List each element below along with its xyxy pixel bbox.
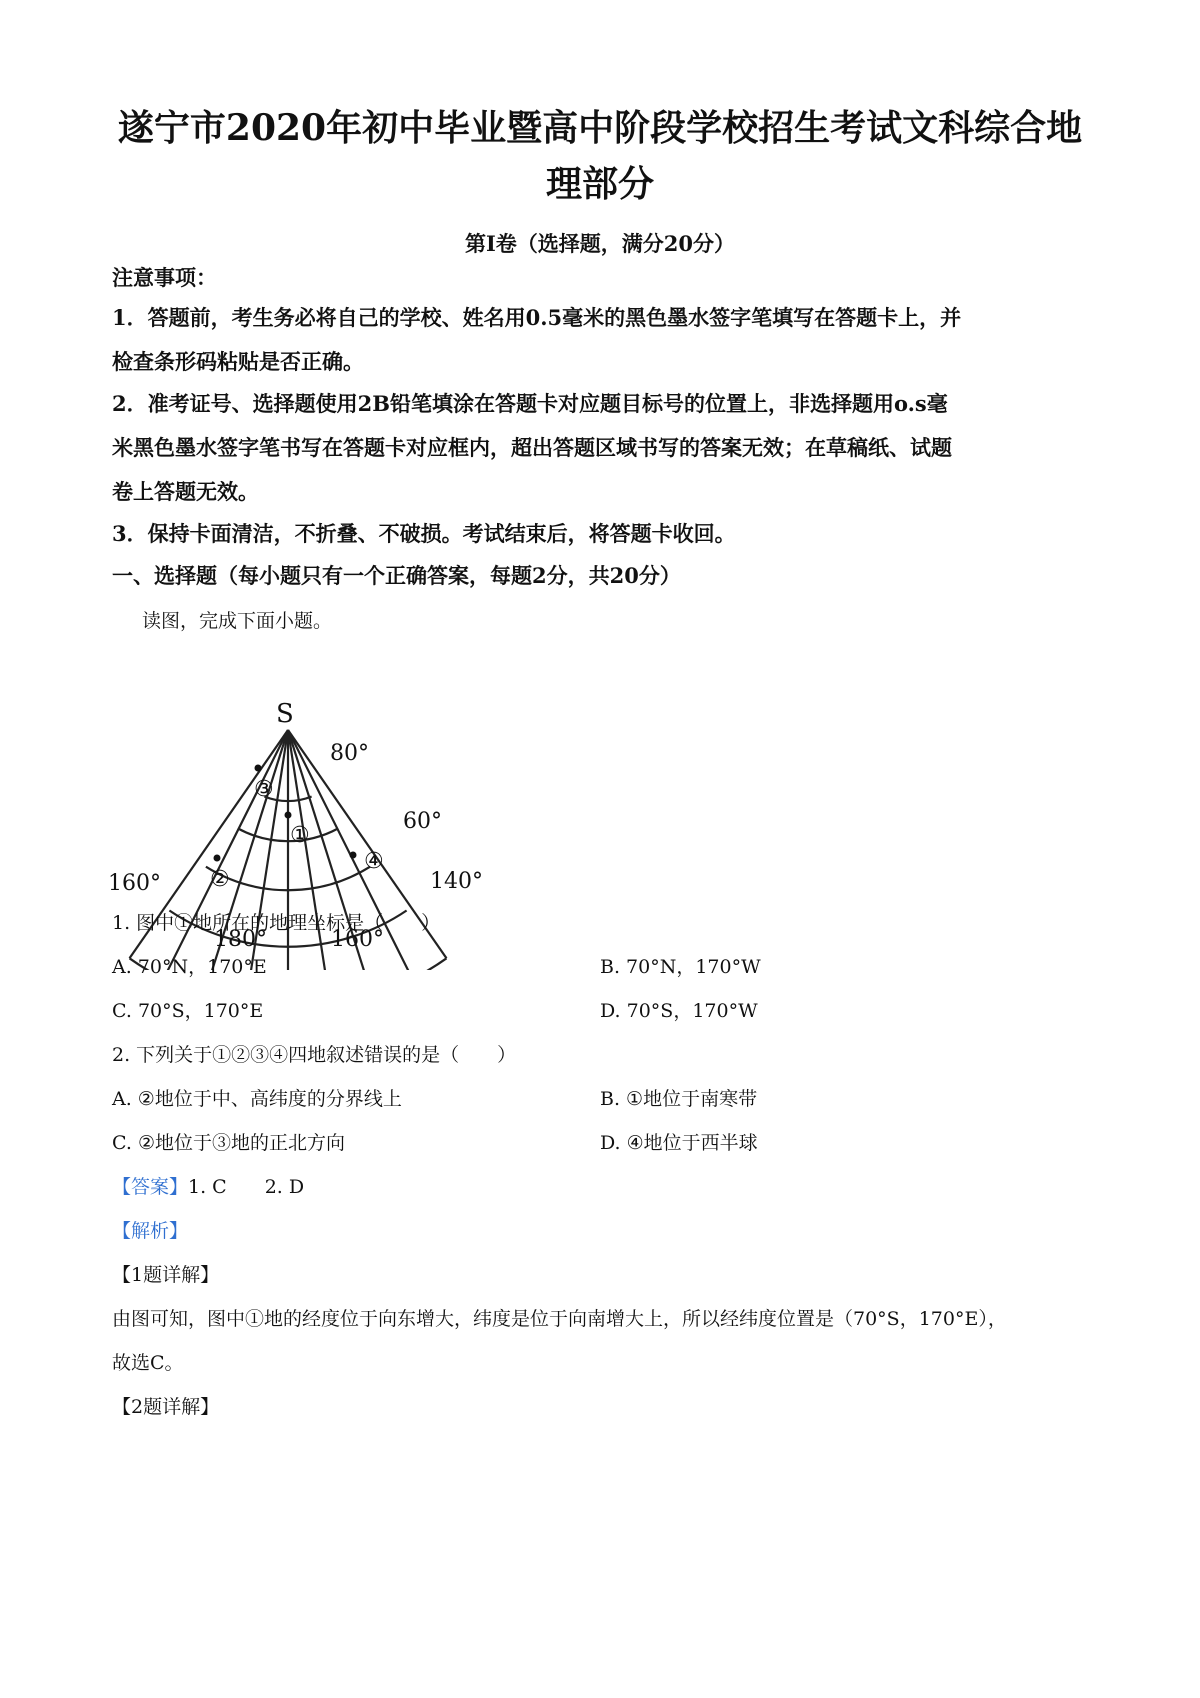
detail-1-line2: 故选C。 <box>112 1352 184 1374</box>
section-subtitle: 第I卷（选择题，满分20分） <box>464 231 736 256</box>
detail-1-heading: 【1题详解】 <box>112 1264 220 1286</box>
point-3-label: ③ <box>254 777 274 802</box>
question-1-stem: 1. 图中①地所在的地理坐标是（ ） <box>112 912 441 934</box>
notice-2-line3: 卷上答题无效。 <box>112 479 259 504</box>
notice-1-line1: 1．答题前，考生务必将自己的学校、姓名用0.5毫米的黑色墨水签字笔填写在答题卡上，并 <box>112 305 962 330</box>
point-1-dot <box>285 812 292 819</box>
lat-80-label: 80° <box>330 741 369 766</box>
q1-option-b: B. 70°N，170°W <box>600 956 761 978</box>
point-2-label: ② <box>210 867 230 892</box>
answer-label: 【答案】 <box>112 1176 189 1198</box>
lat-60-label: 60° <box>403 809 442 834</box>
answer-line <box>112 1172 304 1199</box>
page-title-line1: 遂宁市2020年初中毕业暨高中阶段学校招生考试文科综合地 <box>117 107 1083 149</box>
notice-1-line2: 检查条形码粘贴是否正确。 <box>112 349 364 374</box>
notice-2-line2: 米黑色墨水签字笔书写在答题卡对应框内，超出答题区域书写的答案无效；在草稿纸、试题 <box>112 435 952 460</box>
point-3-dot <box>255 765 262 772</box>
analysis-label: 【解析】 <box>112 1220 189 1242</box>
q2-option-c: C. ②地位于③地的正北方向 <box>112 1132 345 1154</box>
q2-option-a: A. ②地位于中、高纬度的分界线上 <box>112 1088 402 1110</box>
point-4-label: ④ <box>364 849 384 874</box>
q2-option-d: D. ④地位于西半球 <box>600 1132 758 1154</box>
point-4-dot <box>350 852 357 859</box>
question-2-stem: 2. 下列关于①②③④四地叙述错误的是（ ） <box>112 1044 517 1066</box>
notice-3: 3．保持卡面清洁，不折叠、不破损。考试结束后，将答题卡收回。 <box>112 521 736 546</box>
notice-2-line1: 2．准考证号、选择题使用2B铅笔填涂在答题卡对应题目标号的位置上，非选择题用o.s毫 <box>112 391 948 416</box>
q1-option-d: D. 70°S，170°W <box>600 1000 758 1022</box>
lon-bottom-180-label: 180° <box>214 927 267 952</box>
page-title-line2: 理部分 <box>545 163 654 205</box>
section-heading: 一、选择题（每小题只有一个正确答案，每题2分，共20分） <box>112 563 681 588</box>
detail-1-line1: 由图可知，图中①地的经度位于向东增大，纬度是位于向南增大上，所以经纬度位置是（70°S，170°E）， <box>112 1308 1007 1330</box>
point-1-label: ① <box>290 823 310 848</box>
instruction-text: 读图，完成下面小题。 <box>142 610 333 632</box>
pole-label: S <box>276 700 294 729</box>
point-2-dot <box>214 855 221 862</box>
lon-right-label: 140° <box>430 869 483 894</box>
notice-heading: 注意事项： <box>112 265 217 290</box>
lon-left-label: 160° <box>108 871 161 896</box>
detail-2-heading: 【2题详解】 <box>112 1396 220 1418</box>
q1-option-c: C. 70°S，170°E <box>112 1000 264 1022</box>
answer-text: 1. C 2. D <box>188 1176 305 1198</box>
q1-option-a: A. 70°N，170°E <box>112 956 267 978</box>
q2-option-b: B. ①地位于南寒带 <box>600 1088 758 1110</box>
lon-bottom-160-label: 160° <box>331 927 384 952</box>
